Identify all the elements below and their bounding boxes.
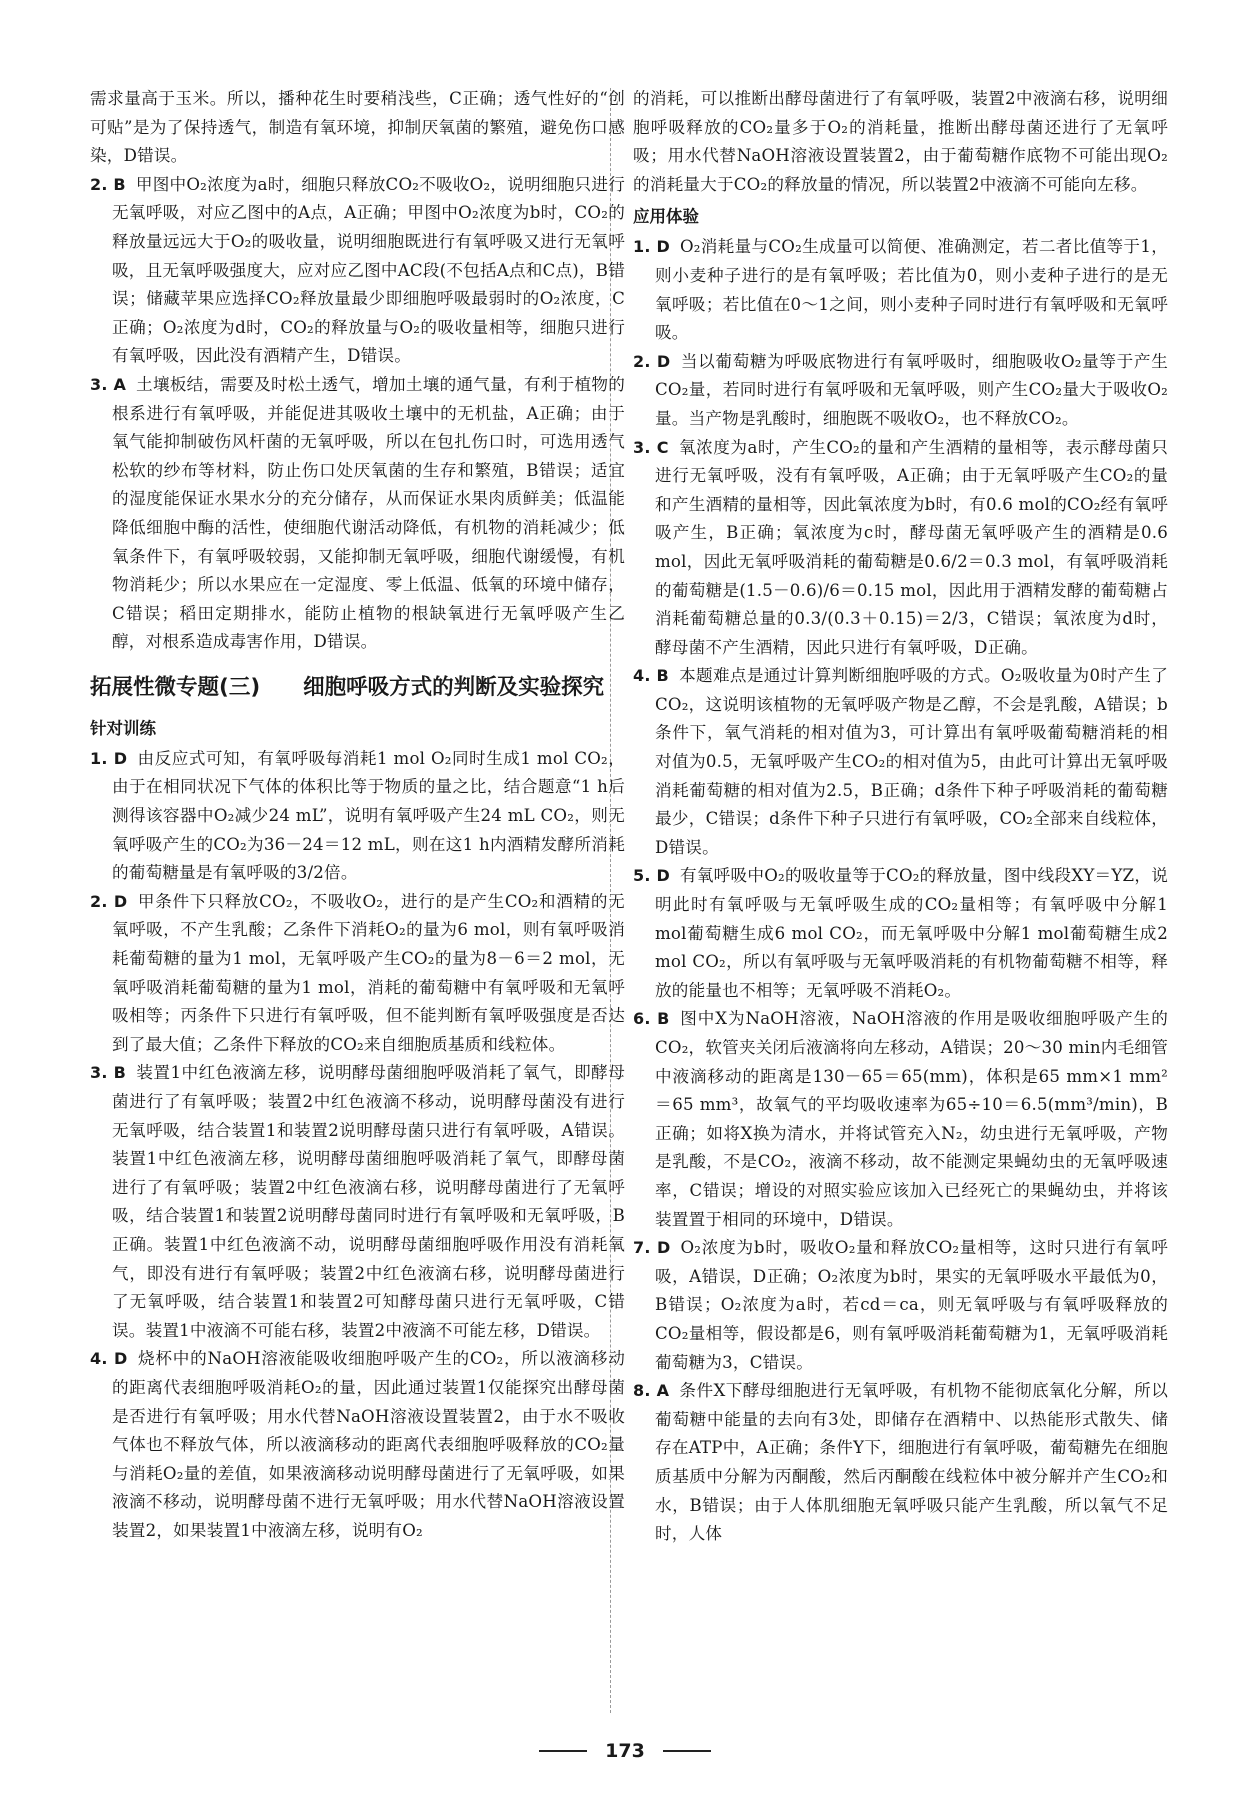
answer-number: 5. D [633,866,670,886]
answer-item [633,233,1168,347]
answer-item [633,434,1168,663]
answer-text: O₂消耗量与CO₂生成量可以简便、准确测定，若二者比值等于1，则小麦种子进行的是有氧呼吸；若比值为0，则小麦种子进行的是无氧呼吸；若比值在0～1之间，则小麦种子同时进行有氧呼吸和无氧呼吸。 [655,237,1168,343]
topic-title: 细胞呼吸方式的判断及实验探究 [303,674,605,700]
answer-number: 1. D [90,748,128,768]
answer-text: 当以葡萄糖为呼吸底物进行有氧呼吸时，细胞吸收O₂量等于产生CO₂量，若同时进行有氧呼吸和无氧呼吸，则产生CO₂量大于吸收O₂量。当产物是乳酸时，细胞既不吸收O₂，也不释放CO₂。 [655,351,1168,428]
answer-number: 4. B [633,666,669,686]
footer-dash-left [539,1750,587,1752]
right-column [633,85,1168,1549]
topic-label: 拓展性微专题(三) [90,674,261,700]
answer-text: 由反应式可知，有氧呼吸每消耗1 mol O₂同时生成1 mol CO₂，由于在相同状况下气体的体积比等于物质的量之比，结合题意“1 h后测得该容器中O₂减少24 mL”，说明有氧呼吸产生24 mL CO₂，则无氧呼吸产生的CO₂为36－24＝12 mL，则在这1 h内酒精发酵所消耗的葡萄糖量是有氧呼吸的3/2倍。 [112,748,625,883]
answer-number: 4. D [90,1349,128,1369]
answer-text: 条件X下酵母细胞进行无氧呼吸，有机物不能彻底氧化分解，所以葡萄糖中能量的去向有3处，即储存在酒精中、以热能形式散失、储存在ATP中，A正确；条件Y下，细胞进行有氧呼吸，葡萄糖先在细胞质基质中分解为丙酮酸，然后丙酮酸在线粒体中被分解并产生CO₂和水，B错误；由于人体肌细胞无氧呼吸只能产生乳酸，所以氧气不足时，人体 [655,1381,1168,1544]
right-intro-paragraph: 的消耗，可以推断出酵母菌进行了有氧呼吸，装置2中液滴右移，说明细胞呼吸释放的CO₂量多于O₂的消耗量，推断出酵母菌还进行了无氧呼吸；用水代替NaOH溶液设置装置2，由于葡萄糖作底物不可能出现O₂的消耗量大于CO₂的释放量的情况，所以装置2中液滴不可能向左移。 [633,89,1168,194]
answer-number: 2. B [90,174,126,194]
answer-item [633,348,1168,434]
answer-text: 有氧呼吸中O₂的吸收量等于CO₂的释放量，图中线段XY＝YZ，说明此时有氧呼吸与无氧呼吸生成的CO₂量相等；有氧呼吸中分解1 mol葡萄糖生成6 mol CO₂，而无氧呼吸中分解1 mol葡萄糖生成2 mol CO₂，所以有氧呼吸与无氧呼吸消耗的有机物葡萄糖不相等，释放的能量也不相等；无氧呼吸不消耗O₂。 [655,866,1168,1000]
section-title: 应用体验 [633,207,699,227]
answer-text: 甲条件下只释放CO₂，不吸收O₂，进行的是产生CO₂和酒精的无氧呼吸，不产生乳酸；乙条件下消耗O₂的量为6 mol，则有氧呼吸消耗葡萄糖的量为1 mol，无氧呼吸产生CO₂的量为8－6＝2 mol，无氧呼吸消耗葡萄糖的量为1 mol，消耗的葡萄糖中有氧呼吸和无氧呼吸相等；丙条件下只进行有氧呼吸，但不能判断有氧呼吸强度是否达到了最大值；乙条件下释放的CO₂来自细胞质基质和线粒体。 [112,891,625,1054]
answer-item [633,1005,1168,1234]
section-title: 针对训练 [90,718,156,738]
topic-heading [90,671,625,705]
left-intro-paragraph: 需求量高于玉米。所以，播种花生时要稍浅些，C正确；透气性好的“创可贴”是为了保持透气，制造有氧环境，抑制厌氧菌的繁殖，避免伤口感染，D错误。 [90,89,625,166]
answer-number: 2. D [633,351,671,371]
answer-item [633,862,1168,1005]
answer-item [90,371,625,657]
answer-number: 1. D [633,237,670,257]
answer-text: O₂浓度为b时，吸收O₂量和释放CO₂量相等，这时只进行有氧呼吸，A错误，D正确；O₂浓度为b时，果实的无氧呼吸水平最低为0，B错误；O₂浓度为a时，若cd＝ca，则无氧呼吸与有氧呼吸释放的CO₂量相等，假设都是6，则有氧呼吸消耗葡萄糖为1，无氧呼吸消耗葡萄糖为3，C错误。 [655,1238,1168,1372]
answer-text: 氧浓度为a时，产生CO₂的量和产生酒精的量相等，表示酵母菌只进行无氧呼吸，没有有氧呼吸，A正确；由于无氧呼吸产生CO₂的量和产生酒精的量相等，因此氧浓度为b时，有0.6 mol的CO₂经有氧呼吸产生，B正确；氧浓度为c时，酵母菌无氧呼吸产生的酒精是0.6 mol，因此无氧呼吸消耗的葡萄糖是0.6/2＝0.3 mol，有氧呼吸消耗的葡萄糖是(1.5－0.6)/6＝0.15 mol，因此用于酒精发酵的葡萄糖占消耗葡萄糖总量的0.3/(0.3＋0.15)＝2/3，C错误；氧浓度为d时，酵母菌不产生酒精，因此只进行有氧呼吸，D正确。 [655,437,1168,657]
answer-item [633,1377,1168,1549]
answer-number: 8. A [633,1381,670,1401]
answer-item [90,745,625,888]
answer-number: 2. D [90,891,128,911]
answer-text: 装置1中红色液滴左移，说明酵母菌细胞呼吸消耗了氧气，即酵母菌进行了有氧呼吸；装置2中红色液滴不移动，说明酵母菌没有进行无氧呼吸，结合装置1和装置2说明酵母菌只进行有氧呼吸，A错误。装置1中红色液滴左移，说明酵母菌细胞呼吸消耗了氧气，即酵母菌进行了有氧呼吸；装置2中红色液滴右移，说明酵母菌进行了无氧呼吸，结合装置1和装置2说明酵母菌同时进行有氧呼吸和无氧呼吸，B正确。装置1中红色液滴不动，说明酵母菌细胞呼吸作用没有消耗氧气，即没有进行有氧呼吸；装置2中红色液滴右移，说明酵母菌进行了无氧呼吸，结合装置1和装置2可知酵母菌只进行无氧呼吸，C错误。装置1中液滴不可能右移，装置2中液滴不可能左移，D错误。 [112,1063,626,1340]
answer-text: 烧杯中的NaOH溶液能吸收细胞呼吸产生的CO₂，所以液滴移动的距离代表细胞呼吸消耗O₂的量，因此通过装置1仅能探究出酵母菌是否进行有氧呼吸；用水代替NaOH溶液设置装置2，由于水不吸收气体也不释放气体，所以液滴移动的距离代表细胞呼吸释放的CO₂量与消耗O₂量的差值，如果液滴移动说明酵母菌进行了无氧呼吸，如果液滴不移动，说明酵母菌不进行无氧呼吸；用水代替NaOH溶液设置装置2，如果装置1中液滴左移，说明有O₂ [112,1349,625,1540]
footer-dash-right [663,1750,711,1752]
answer-number: 3. B [90,1063,127,1083]
answer-text: 图中X为NaOH溶液，NaOH溶液的作用是吸收细胞呼吸产生的CO₂，软管夹关闭后液滴将向左移动，A错误；20～30 min内毛细管中液滴移动的距离是130－65＝65(mm)，体积是65 mm×1 mm²＝65 mm³，故氧气的平均吸收速率为65÷10＝6.5(mm³/min)，B正确；如将X换为清水，并将试管充入N₂，幼虫进行无氧呼吸，产物是乳酸，不是CO₂，液滴不移动，故不能测定果蝇幼虫的无氧呼吸速率，C错误；增设的对照实验应该加入已经死亡的果蝇幼虫，并将该装置置于相同的环境中，D错误。 [655,1009,1168,1229]
answer-item [90,888,625,1060]
answer-number: 3. A [90,374,127,394]
answer-item [90,171,625,371]
answer-item [633,1234,1168,1377]
answer-item [633,662,1168,862]
answer-text: 土壤板结，需要及时松土透气，增加土壤的通气量，有利于植物的根系进行有氧呼吸，并能促进其吸收土壤中的无机盐，A正确；由于氧气能抑制破伤风杆菌的无氧呼吸，所以在包扎伤口时，可选用透气松软的纱布等材料，防止伤口处厌氧菌的生存和繁殖，B错误；适宜的湿度能保证水果水分的充分储存，从而保证水果肉质鲜美；低温能降低细胞中酶的活性，使细胞代谢活动降低，有机物的消耗减少；低氧条件下，有氧呼吸较弱，又能抑制无氧呼吸，细胞代谢缓慢，有机物消耗少；所以水果应在一定湿度、零上低温、低氧的环境中储存，C错误；稻田定期排水，能防止植物的根缺氧进行无氧呼吸产生乙醇，对根系造成毒害作用，D错误。 [112,374,625,652]
answer-number: 7. D [633,1238,671,1258]
answer-number: 3. C [633,437,669,457]
answer-text: 甲图中O₂浓度为a时，细胞只释放CO₂不吸收O₂，说明细胞只进行无氧呼吸，对应乙图中的A点，A正确；甲图中O₂浓度为b时，CO₂的释放量远远大于O₂的吸收量，说明细胞既进行有氧呼吸又进行无氧呼吸，且无氧呼吸强度大，应对应乙图中AC段(不包括A点和C点)，B错误；储藏苹果应选择CO₂释放量最少即细胞呼吸最弱时的O₂浓度，C正确；O₂浓度为d时，CO₂的释放量与O₂的吸收量相等，细胞只进行有氧呼吸，因此没有酒精产生，D错误。 [112,174,625,366]
left-column [90,85,625,1546]
answer-item [90,1059,625,1345]
answer-text: 本题难点是通过计算判断细胞呼吸的方式。O₂吸收量为0时产生了CO₂，这说明该植物的无氧呼吸产物是乙醇，不会是乳酸，A错误；b条件下，氧气消耗的相对值为3，可计算出有氧呼吸葡萄糖消耗的相对值为0.5，无氧呼吸产生CO₂的相对值为5，由此可计算出无氧呼吸消耗葡萄糖的相对值为2.5，B正确；d条件下种子呼吸消耗的葡萄糖最少，C错误；d条件下种子只进行有氧呼吸，CO₂全部来自线粒体，D错误。 [655,666,1169,857]
page-number: 173 [605,1740,645,1762]
page-footer [0,1740,1250,1762]
answer-number: 6. B [633,1009,670,1029]
answer-item [90,1345,625,1545]
